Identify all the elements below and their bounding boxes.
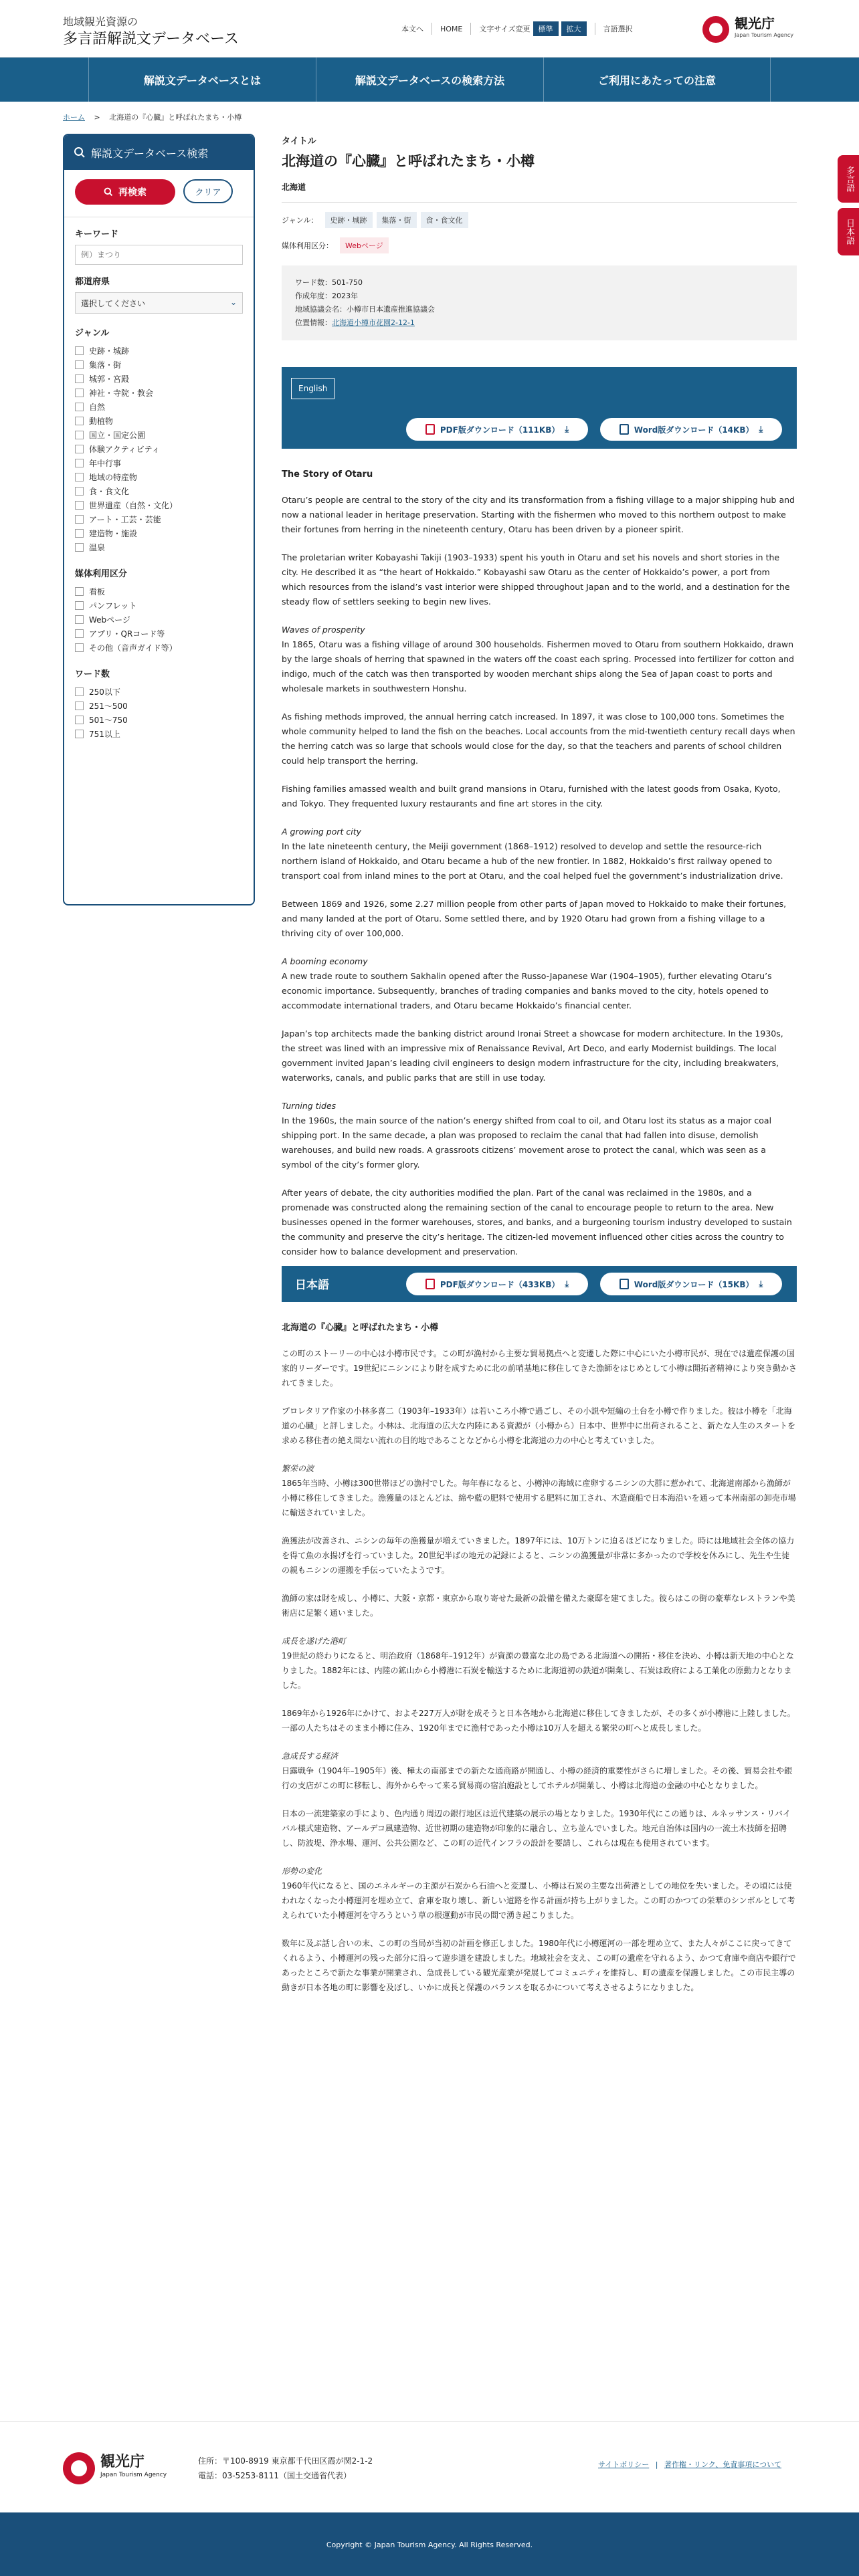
paragraph: Japan’s top architects made the banking district around Ironai Street a showcase for modern architecture. In the 1930s, the street was lined with an impressive mix of Renaissance Revival, Art Deco, and early Modernist buildings. The local government invited Japan’s leading civil engineers to design modern infrastructure for the city, including breakwaters, waterworks, canals, and public parks that are still in use today. <box>282 1029 783 1083</box>
section-subtitle: 形勢の変化 <box>282 1866 322 1876</box>
genre-checkbox-label: アート・工芸・芸能 <box>89 515 161 524</box>
location-info <box>295 316 783 330</box>
section-subtitle: A growing port city <box>282 827 362 837</box>
download-icon: ⤓ <box>759 424 763 435</box>
prefecture-label: 都道府県 <box>75 277 110 287</box>
search-panel <box>63 134 255 905</box>
paragraph: In 1865, Otaru was a fishing village of around 300 households. Fishermen moved to Otaru from southern Hokkaido, drawn by the large shoals of herring that spawned in the waters off the coast each spring. Processed into fertilizer for cotton and indigo, much of the catch was then transported by wooden merchant ships along the Sea of Japan coast to ports and wholesale markets in southwestern Honshu. <box>282 639 794 693</box>
checkbox-icon[interactable] <box>75 601 84 610</box>
paragraph: In the late nineteenth century, the Meiji government (1868–1912) resolved to develop and settle the resource-rich northern island of Hokkaido, and Otaru became a hub of the new frontier. In 1882, Hokkaido’s first railway opened to transport coal from inland mines to the port at Otaru, and the coal helped fuel the government’s industrialization drive. <box>282 841 783 881</box>
site-header <box>0 0 859 58</box>
genre-checkbox-label: 集落・街 <box>89 360 122 370</box>
english-pdf-download-button[interactable] <box>406 418 588 441</box>
nav-about[interactable]: 解説文データベースとは <box>88 58 316 102</box>
media-checkbox[interactable] <box>75 613 243 627</box>
skip-to-content-link[interactable]: 本文へ <box>401 25 423 33</box>
paragraph: 1869年から1926年にかけて、およそ227万人が財を成そうと日本各地から北海道に移住してきましたが、その多くが小樽港に上陸しました。一部の人たちはそのまま小樽に住み、1920年までに漁村であった小樽は10万人を超える繁栄の町へと成長しました。 <box>282 1709 795 1733</box>
breadcrumb-separator: > <box>94 113 100 122</box>
metadata-box <box>282 265 797 340</box>
media-checkbox[interactable] <box>75 627 243 641</box>
checkbox-icon[interactable] <box>75 543 84 552</box>
genre-checkbox[interactable] <box>75 456 243 470</box>
jta-logo[interactable] <box>702 16 793 43</box>
section-subtitle: 繁栄の波 <box>282 1464 314 1473</box>
checkbox-icon[interactable] <box>75 403 84 411</box>
paragraph: 日露戦争（1904年–1905年）後、樺太の南部までの新たな通商路が開通し、小樽の経済的重要性がさらに増しました。その後、貿易会社や銀行の支店がこの町に移転し、海外からやって来る貿易商の宿泊施設としてホテルが開業し、小樽は北海道の金融の中心となりました。 <box>282 1766 793 1790</box>
footer-logo-text: 観光庁 <box>100 2453 145 2470</box>
genre-checkbox-label: 建造物・施設 <box>89 529 138 538</box>
english-heading: The Story of Otaru <box>282 469 373 479</box>
paragraph: プロレタリア作家の小林多喜二（1903年–1933年）は若いころ小樽で過ごし、その小説や短編の土台を小樽で作りました。彼は小樽を「北海道の心臓」と評しました。小林は、北海道の広大な内陸にある資源が（小樽から）日本中、世界中に出荷されること、新たな人生のスタートを求める移住者の絶え間ない流れの目的地であることなどから小樽を北海道の力の中心と考えていました。 <box>282 1406 796 1445</box>
font-size-label: 文字サイズ変更 <box>479 25 531 33</box>
media-checkbox-label: その他（音声ガイド等） <box>89 643 177 653</box>
english-word-download-button[interactable] <box>600 418 782 441</box>
research-button-label: 再検索 <box>118 187 147 198</box>
genre-checkbox[interactable] <box>75 414 243 428</box>
word-count-checkbox[interactable] <box>75 699 243 713</box>
breadcrumb-current: 北海道の『心臓』と呼ばれたまち・小樽 <box>109 113 242 122</box>
checkbox-icon[interactable] <box>75 587 84 596</box>
jta-emblem-icon <box>702 16 729 43</box>
nav-search-method[interactable]: 解説文データベースの検索方法 <box>316 58 543 102</box>
section-subtitle: Waves of prosperity <box>282 625 365 635</box>
search-panel-header <box>64 135 254 170</box>
paragraph: After years of debate, the city authorities modified the plan. Part of the canal was reclaimed in the 1980s, and a promenade was constructed along the remaining section of the canal to encourage people to return to the area. New businesses opened in the former warehouses, stores, and banks, and a burgeoning tourism industry developed to sustain the community and preserve the city’s heritage. The citizen-led movement influenced other cities across the country to consider how to balance development and preservation. <box>282 1188 792 1257</box>
genre-checkbox[interactable] <box>75 540 243 554</box>
footer-contact <box>198 2454 373 2483</box>
word-count-checkbox[interactable] <box>75 727 243 741</box>
genre-tag[interactable]: 史跡・城跡 <box>325 212 373 228</box>
keyword-input[interactable] <box>75 245 243 265</box>
word-count-checkbox-label: 501～750 <box>89 716 128 725</box>
media-checkbox[interactable] <box>75 641 243 655</box>
checkbox-icon[interactable] <box>75 687 84 696</box>
paragraph: As fishing methods improved, the annual herring catch increased. In 1897, it was close to 100,000 tons. Sometimes the whole community helped to land the fish on the beaches. Local accounts from the mid-twentieth century recall days when the herring catch was so large that schools would close for the day, so that the teachers and parents of school children could help transport the herring. <box>282 712 795 766</box>
checkbox-icon[interactable] <box>75 501 84 510</box>
english-word-download-label: Word版ダウンロード（14KB） <box>634 425 754 435</box>
site-title-line1: 地域観光資源の <box>63 15 138 28</box>
logo-subtext: Japan Tourism Agency <box>735 32 794 38</box>
checkbox-icon[interactable] <box>75 473 84 481</box>
japanese-word-download-button[interactable] <box>600 1273 782 1295</box>
word-count-info: ワード数：501-750 <box>295 278 363 287</box>
nav-usage-notes[interactable]: ご利用にあたっての注意 <box>543 58 771 102</box>
pdf-icon <box>425 424 435 435</box>
side-tab-multilingual[interactable]: 多言語 <box>838 155 859 203</box>
title-label: タイトル <box>282 136 316 146</box>
media-checkbox-list <box>75 584 243 655</box>
checkbox-icon[interactable] <box>75 716 84 724</box>
location-label: 位置情報： <box>295 318 332 327</box>
checkbox-icon[interactable] <box>75 360 84 369</box>
footer-address: 住所：〒100-8919 東京都千代田区霞が関2-1-2 <box>198 2456 373 2466</box>
article <box>282 134 797 2008</box>
genre-checkbox-label: 年中行事 <box>89 459 122 468</box>
english-label: English <box>291 378 335 399</box>
paragraph: Otaru’s people are central to the story of the city and its transformation from a fishing village to a major shipping hub and now a national leader in heritage preservation. Starting with the fishermen who moved to this northern outpost to make their fortunes from herring in the nineteenth century, Otaru has been driven by a pioneer spirit. <box>282 495 795 534</box>
japanese-label: 日本語 <box>295 1279 329 1292</box>
word-doc-icon <box>619 424 629 435</box>
council-info: 地域協議会名：小樽市日本遺産推進協議会 <box>295 305 435 314</box>
paragraph: 1865年当時、小樽は300世帯ほどの漁村でした。毎年春になると、小樽沖の海域に産卵するニシンの大群に惹かれて、北海道南部から漁師が小樽に移住してきました。漁獲量のほとんどは、綿や藍の肥料で使用する肥料に加工され、木造商船で日本海沿いを通って本州南部の卸売市場に輸送されていました。 <box>282 1479 796 1517</box>
font-size-large-button[interactable]: 拡大 <box>561 21 587 36</box>
copyright-link[interactable]: 著作権・リンク、免責事項について <box>664 2460 782 2469</box>
genre-checkbox-label: 世界遺産（自然・文化） <box>89 501 178 510</box>
word-doc-icon <box>619 1279 629 1289</box>
keyword-label: キーワード <box>75 229 119 239</box>
checkbox-icon[interactable] <box>75 346 84 355</box>
genre-checkbox-label: 温泉 <box>89 543 106 552</box>
paragraph: この町のストーリーの中心は小樽市民です。この町が漁村から主要な貿易拠点へと変遷した際に中心にいた小樽市民が、現在では遺産保護の国家的リーダーです。19世紀にニシンにより財を成すために北の前哨基地に移住してきた漁師をはじめとして小樽は開拓者精神により突き動かされてきました。 <box>282 1349 797 1388</box>
home-link[interactable]: HOME <box>440 24 463 33</box>
search-panel-title: 解説文データベース検索 <box>91 146 209 160</box>
word-count-checkbox-label: 751以上 <box>89 730 120 739</box>
media-checkbox-label: パンフレット <box>89 601 137 611</box>
checkbox-icon[interactable] <box>75 730 84 738</box>
paragraph: Fishing families amassed wealth and built grand mansions in Otaru, furnished with the latest goods from Osaka, Kyoto, and Tokyo. They frequented luxury restaurants and fine art stores in the city. <box>282 784 781 809</box>
japanese-pdf-download-label: PDF版ダウンロード（433KB） <box>440 1279 560 1289</box>
checkbox-icon[interactable] <box>75 702 84 710</box>
prefecture-select-value: 選択してください <box>81 299 146 308</box>
english-text <box>282 467 797 1259</box>
checkbox-icon[interactable] <box>75 643 84 652</box>
paragraph: 漁師の家は財を成し、小樽に、大阪・京都・東京から取り寄せた最新の設備を備えた豪邸を建てました。彼らはこの街の豪華なレストランや美術店に足繁く通いました。 <box>282 1594 795 1618</box>
genre-checkbox-label: 神社・寺院・教会 <box>89 389 154 398</box>
genre-checkbox-label: 体験アクティビティ <box>89 445 160 454</box>
footer-logo-subtext: Japan Tourism Agency <box>100 2472 167 2478</box>
genre-checkbox-label: 史跡・城跡 <box>89 346 130 356</box>
footer-phone: 電話：03-5253-8111（国土交通省代表） <box>198 2471 352 2480</box>
checkbox-icon[interactable] <box>75 374 84 383</box>
media-row <box>282 237 797 253</box>
genre-checkbox-label: 地域の特産物 <box>89 473 138 482</box>
genre-tag[interactable]: 集落・街 <box>377 212 417 228</box>
paragraph: 1960年代になると、国のエネルギーの主源が石炭から石油へと変遷し、小樽は石炭の主要な出荷港としての地位を失いました。その頃には使われなくなった小樽運河を埋め立て、倉庫を取り壊し、新しい道路を作る計画が持ち上がりました。この町のかつての栄華のシンボルとして考えられていた小樽運河を守ろうという草の根運動が市民の間で湧き起こりました。 <box>282 1881 795 1920</box>
checkbox-icon[interactable] <box>75 515 84 524</box>
search-icon <box>104 187 113 197</box>
pdf-icon <box>425 1279 435 1289</box>
checkbox-icon[interactable] <box>75 417 84 425</box>
genre-checkbox[interactable] <box>75 512 243 526</box>
jta-emblem-icon <box>63 2452 95 2484</box>
word-count-checkbox-list <box>75 685 243 741</box>
logo-text: 観光庁 <box>735 15 775 31</box>
site-policy-link[interactable]: サイトポリシー <box>598 2460 650 2469</box>
japanese-pdf-download-button[interactable] <box>406 1273 588 1295</box>
media-checkbox-label: 看板 <box>89 587 106 597</box>
paragraph: 19世紀の終わりになると、明治政府（1868年–1912年）が資源の豊富な北の島である北海道への開拓・移住を決め、小樽は新天地の中心となりました。1882年には、内陸の鉱山から小樽港に石炭を輸送するために北海道初の鉄道が開業し、石炭は政府による工業化の原動力となりました。 <box>282 1651 794 1690</box>
genre-checkbox-list <box>75 344 243 554</box>
media-checkbox[interactable] <box>75 599 243 613</box>
paragraph: In the 1960s, the main source of the nation’s energy shifted from coal to oil, and Otaru lost its status as a major coal shipping port. In the same decade, a plan was proposed to reclaim the canal that had fallen into disuse, demolish warehouses, and build new roads. A grassroots citizens’ movement arose to protect the canal, which was seen as a symbol of the city’s former glory. <box>282 1115 772 1170</box>
language-select-link[interactable]: 言語選択 <box>603 25 633 33</box>
genre-checkbox-label: 自然 <box>89 403 106 412</box>
word-count-checkbox[interactable] <box>75 713 243 727</box>
checkbox-icon[interactable] <box>75 459 84 467</box>
checkbox-icon[interactable] <box>75 487 84 496</box>
genre-checkbox-label: 動植物 <box>89 417 114 426</box>
research-button[interactable] <box>75 179 175 205</box>
footer-links <box>594 2459 785 2470</box>
genre-checkbox[interactable] <box>75 470 243 484</box>
page-title: 北海道の『心臓』と呼ばれたまち・小樽 <box>282 153 535 169</box>
checkbox-icon[interactable] <box>75 431 84 439</box>
japanese-download-band <box>282 1266 797 1302</box>
genre-tag[interactable]: 食・食文化 <box>421 212 468 228</box>
breadcrumb-home[interactable]: ホーム <box>63 113 85 122</box>
section-subtitle: Turning tides <box>282 1101 337 1111</box>
word-count-checkbox[interactable] <box>75 685 243 699</box>
section-subtitle: 成長を遂げた港町 <box>282 1636 347 1646</box>
section-subtitle: A booming economy <box>282 956 368 966</box>
font-size-standard-button[interactable]: 標準 <box>533 21 559 36</box>
genre-checkbox-label: 城郭・宮殿 <box>89 374 130 384</box>
prefecture-select[interactable] <box>75 292 243 314</box>
media-row-label: 媒体利用区分： <box>282 241 333 250</box>
global-nav <box>0 58 859 102</box>
genre-row-label: ジャンル： <box>282 216 318 225</box>
divider <box>470 23 471 35</box>
paragraph: 日本の一流建築家の手により、色内通り周辺の銀行地区は近代建築の展示の場となりました。1930年代にこの通りは、ルネッサンス・リバイバル様式建造物、アールデコ風建造物、近世初期の建造物が印象的に融合し、立ち並んでいました。地元自治体は国内の一流土木技師を招聘し、防波堤、浄水場、運河、公共公園など、この町の近代インフラの設計を要請し、これらは現在も使用されています。 <box>282 1809 791 1848</box>
genre-checkbox[interactable] <box>75 526 243 540</box>
word-count-checkbox-label: 250以下 <box>89 687 120 697</box>
site-title-line2: 多言語解説文データベース <box>63 31 239 47</box>
paragraph: A new trade route to southern Sakhalin opened after the Russo-Japanese War (1904–1905), further elevating Otaru’s economic importance. Subsequently, branches of trading companies and banks moved to the city, hotels opened to accommodate international traders, and Otaru became Hokkaido’s financial center. <box>282 971 772 1010</box>
media-label: 媒体利用区分 <box>75 569 128 579</box>
footer-logo[interactable] <box>63 2452 167 2484</box>
download-icon: ⤓ <box>565 424 569 435</box>
genre-checkbox[interactable] <box>75 386 243 400</box>
media-checkbox-label: アプリ・QRコード等 <box>89 629 165 639</box>
genre-row <box>282 212 797 228</box>
genre-checkbox-label: 食・食文化 <box>89 487 130 496</box>
checkbox-icon[interactable] <box>75 529 84 538</box>
location-link[interactable]: 北海道小樽市花園2-12-1 <box>332 318 415 327</box>
paragraph: 漁獲法が改善され、ニシンの毎年の漁獲量が増えていきました。1897年には、10万トンに迫るほどになりました。時には地域社会全体の協力を得て魚の水揚げを行っていました。20世紀半ばの地元の記録によると、ニシンの漁獲量が非常に多かったので学校を休みにし、先生や生徒の親もニシンの運搬を手伝っていたようです。 <box>282 1536 795 1575</box>
search-icon <box>74 146 86 158</box>
checkbox-icon[interactable] <box>75 389 84 397</box>
section-subtitle: 急成長する経済 <box>282 1751 339 1761</box>
paragraph: 数年に及ぶ話し合いの末、この町の当局が当初の計画を修正しました。1980年代に小樽運河の一部を埋め立て、また人々がここに戻ってきてくれるよう、小樽運河の残った部分に沿って遊歩道を建設しました。地域社会を支え、この町の遺産を守れるよう、かつて倉庫や商店や銀行であったところで新たな事業が開業され、急成長している観光産業が発展してコミュニティを維持し、町の遺産を保護しました。この市民主導の動きが日本各地の町に影響を及ぼし、いかに成長と保護のバランスを取るかについて考えさせるようになりました。 <box>282 1939 796 1992</box>
site-footer <box>0 2421 859 2576</box>
side-tab-japanese[interactable]: 日本語 <box>838 208 859 255</box>
checkbox-icon[interactable] <box>75 629 84 638</box>
paragraph: The proletarian writer Kobayashi Takiji (1903–1933) spent his youth in Otaru and set his novels and short stories in the city. He described it as “the heart of Hokkaido.” Kobayashi saw Otaru as the center of Hokkaido’s power, a port from which resources from the island’s vast interior were shipped throughout Japan and to the world, and a destination for the steady flow of settlers seeking to begin new lives. <box>282 552 790 607</box>
word-count-label: ワード数 <box>75 669 110 679</box>
genre-label: ジャンル <box>75 328 110 338</box>
word-count-checkbox-label: 251～500 <box>89 702 128 711</box>
genre-checkbox[interactable] <box>75 498 243 512</box>
prefecture-name: 北海道 <box>282 181 797 203</box>
site-title[interactable] <box>63 13 239 48</box>
year-info: 作成年度：2023年 <box>295 292 358 300</box>
english-pdf-download-label: PDF版ダウンロード（111KB） <box>440 425 560 435</box>
download-icon: ⤓ <box>565 1279 569 1289</box>
clear-button[interactable]: クリア <box>183 179 233 203</box>
paragraph: Between 1869 and 1926, some 2.27 million people from other parts of Japan moved to Hokkaido to make their fortunes, and many landed at the port of Otaru. Some settled there, and by 1920 Otaru had grown from a fishing village to a thriving city of over 100,000. <box>282 899 787 938</box>
japanese-text <box>282 1321 797 1995</box>
genre-checkbox-label: 国立・国定公園 <box>89 431 146 440</box>
header-utility-bar <box>401 21 633 36</box>
language-side-tabs <box>838 155 859 261</box>
breadcrumb <box>63 112 242 122</box>
genre-checkbox[interactable] <box>75 484 243 498</box>
checkbox-icon[interactable] <box>75 445 84 453</box>
media-checkbox[interactable] <box>75 584 243 599</box>
checkbox-icon[interactable] <box>75 615 84 624</box>
genre-checkbox[interactable] <box>75 442 243 456</box>
genre-checkbox[interactable] <box>75 400 243 414</box>
genre-checkbox[interactable] <box>75 358 243 372</box>
english-download-band <box>282 367 797 449</box>
genre-checkbox[interactable] <box>75 344 243 358</box>
chevron-down-icon: ⌄ <box>229 298 237 307</box>
genre-checkbox[interactable] <box>75 372 243 386</box>
download-icon: ⤓ <box>759 1279 763 1289</box>
japanese-word-download-label: Word版ダウンロード（15KB） <box>634 1279 754 1289</box>
copyright-bar: Copyright © Japan Tourism Agency. All Rights Reserved. <box>0 2512 859 2576</box>
genre-checkbox[interactable] <box>75 428 243 442</box>
japanese-heading: 北海道の『心臓』と呼ばれたまち・小樽 <box>282 1323 439 1333</box>
media-tag[interactable]: Webページ <box>340 237 389 253</box>
divider: | <box>655 2460 658 2469</box>
media-checkbox-label: Webページ <box>89 615 130 625</box>
